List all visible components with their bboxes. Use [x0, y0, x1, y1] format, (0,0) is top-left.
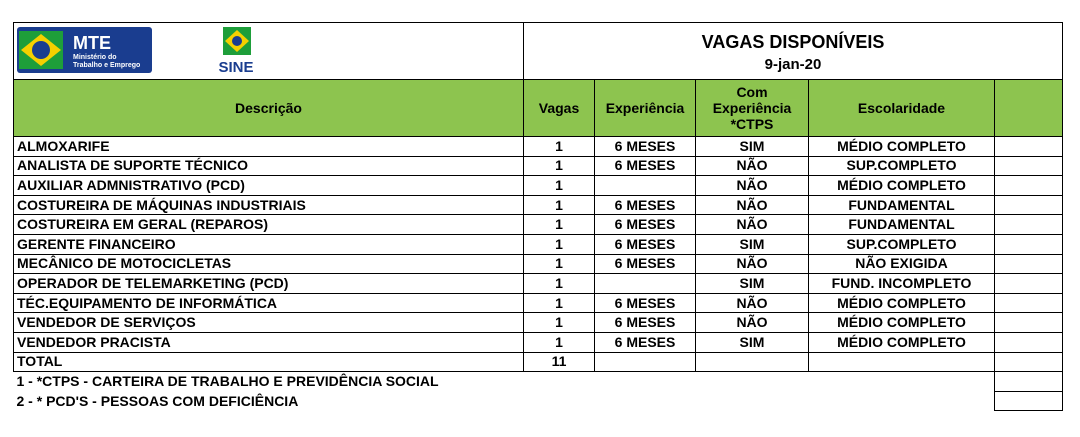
cell-descricao: MECÂNICO DE MOTOCICLETAS: [14, 254, 524, 274]
footnote: 1 - *CTPS - CARTEIRA DE TRABALHO E PREVIDÊNCIA SOCIAL: [16, 373, 439, 390]
cell-escolaridade: MÉDIO COMPLETO: [809, 332, 995, 352]
header-escolaridade: Escolaridade: [809, 80, 995, 137]
cell-descricao: ALMOXARIFE: [14, 137, 524, 157]
cell-extra: [995, 254, 1063, 274]
table-row: [14, 176, 1063, 196]
cell-experiencia: 6 MESES: [595, 137, 696, 157]
cell-descricao: ANALISTA DE SUPORTE TÉCNICO: [14, 156, 524, 176]
cell-extra: [995, 176, 1063, 196]
header-vagas: Vagas: [524, 80, 595, 137]
cell-escolaridade: SUP.COMPLETO: [809, 156, 995, 176]
cell-vagas: 1: [524, 137, 595, 157]
cell-experiencia: 6 MESES: [595, 195, 696, 215]
svg-text:Trabalho e Emprego: Trabalho e Emprego: [73, 62, 141, 69]
vacancies-table: [13, 22, 1063, 411]
cell-extra: [995, 195, 1063, 215]
cell-ctps: SIM: [696, 137, 809, 157]
footnote: 2 - * PCD'S - PESSOAS COM DEFICIÊNCIA: [16, 392, 299, 409]
cell-descricao: TÉC.EQUIPAMENTO DE INFORMÁTICA: [14, 293, 524, 313]
logo-area: [14, 23, 524, 80]
table-row: [14, 156, 1063, 176]
cell-vagas: 1: [524, 332, 595, 352]
cell-experiencia: 6 MESES: [595, 234, 696, 254]
cell-vagas: 1: [524, 195, 595, 215]
table-row: [14, 195, 1063, 215]
cell-escolaridade: NÃO EXIGIDA: [809, 254, 995, 274]
title-cell: [524, 23, 1063, 80]
table-row: [14, 313, 1063, 333]
total-row: [14, 352, 1063, 372]
cell-escolaridade: MÉDIO COMPLETO: [809, 293, 995, 313]
cell-descricao: VENDEDOR DE SERVIÇOS: [14, 313, 524, 333]
vacancies-sheet: [13, 22, 1062, 411]
cell-extra: [995, 332, 1063, 352]
cell-escolaridade: FUNDAMENTAL: [809, 215, 995, 235]
notes-row-1: [14, 372, 1063, 392]
date-label: 9-jan-20: [764, 55, 822, 73]
cell-vagas: 1: [524, 313, 595, 333]
cell-experiencia: [595, 274, 696, 294]
cell-experiencia: 6 MESES: [595, 332, 696, 352]
cell-ctps: NÃO: [696, 254, 809, 274]
cell-extra: [995, 156, 1063, 176]
table-body: [14, 137, 1063, 353]
svg-text:SINE: SINE: [218, 59, 254, 76]
mte-logo: [17, 27, 152, 73]
cell-extra: [995, 234, 1063, 254]
cell-extra: [995, 293, 1063, 313]
cell-extra: [995, 215, 1063, 235]
cell-escolaridade: SUP.COMPLETO: [809, 234, 995, 254]
cell-ctps: SIM: [696, 332, 809, 352]
cell-descricao: VENDEDOR PRACISTA: [14, 332, 524, 352]
header-experiencia: Experiência: [595, 80, 696, 137]
total-label: TOTAL: [14, 352, 524, 372]
cell-experiencia: 6 MESES: [595, 156, 696, 176]
sine-logo: [209, 25, 264, 77]
cell-ctps: NÃO: [696, 156, 809, 176]
svg-text:Ministério do: Ministério do: [73, 54, 117, 61]
cell-ctps: NÃO: [696, 176, 809, 196]
cell-vagas: 1: [524, 156, 595, 176]
cell-ctps: NÃO: [696, 313, 809, 333]
cell-descricao: AUXILIAR ADMNISTRATIVO (PCD): [14, 176, 524, 196]
header-row: [14, 80, 1063, 137]
cell-ctps: SIM: [696, 234, 809, 254]
table-row: [14, 215, 1063, 235]
header-descricao: Descrição: [14, 80, 524, 137]
table-row: [14, 332, 1063, 352]
cell-experiencia: 6 MESES: [595, 215, 696, 235]
cell-ctps: NÃO: [696, 293, 809, 313]
svg-text:MTE: MTE: [73, 33, 111, 53]
cell-extra: [995, 274, 1063, 294]
cell-vagas: 1: [524, 176, 595, 196]
cell-escolaridade: MÉDIO COMPLETO: [809, 313, 995, 333]
cell-escolaridade: FUNDAMENTAL: [809, 195, 995, 215]
cell-extra: [995, 313, 1063, 333]
cell-vagas: 1: [524, 274, 595, 294]
cell-descricao: OPERADOR DE TELEMARKETING (PCD): [14, 274, 524, 294]
notes-row-2: [14, 391, 1063, 411]
table-row: [14, 293, 1063, 313]
cell-descricao: GERENTE FINANCEIRO: [14, 234, 524, 254]
cell-vagas: 1: [524, 234, 595, 254]
cell-vagas: 1: [524, 215, 595, 235]
table-row: [14, 274, 1063, 294]
page-title: VAGAS DISPONÍVEIS: [701, 31, 885, 52]
cell-vagas: 1: [524, 254, 595, 274]
table-row: [14, 234, 1063, 254]
cell-descricao: COSTUREIRA EM GERAL (REPAROS): [14, 215, 524, 235]
cell-ctps: NÃO: [696, 215, 809, 235]
table-row: [14, 137, 1063, 157]
cell-ctps: NÃO: [696, 195, 809, 215]
total-value: 11: [524, 352, 595, 372]
cell-escolaridade: FUND. INCOMPLETO: [809, 274, 995, 294]
cell-experiencia: [595, 176, 696, 196]
cell-extra: [995, 137, 1063, 157]
header-empty: [995, 80, 1063, 137]
cell-ctps: SIM: [696, 274, 809, 294]
cell-experiencia: 6 MESES: [595, 313, 696, 333]
header-ctps: Com Experiência *CTPS: [696, 80, 809, 137]
cell-escolaridade: MÉDIO COMPLETO: [809, 176, 995, 196]
cell-descricao: COSTUREIRA DE MÁQUINAS INDUSTRIAIS: [14, 195, 524, 215]
cell-vagas: 1: [524, 293, 595, 313]
cell-experiencia: 6 MESES: [595, 293, 696, 313]
cell-escolaridade: MÉDIO COMPLETO: [809, 137, 995, 157]
table-row: [14, 254, 1063, 274]
cell-experiencia: 6 MESES: [595, 254, 696, 274]
